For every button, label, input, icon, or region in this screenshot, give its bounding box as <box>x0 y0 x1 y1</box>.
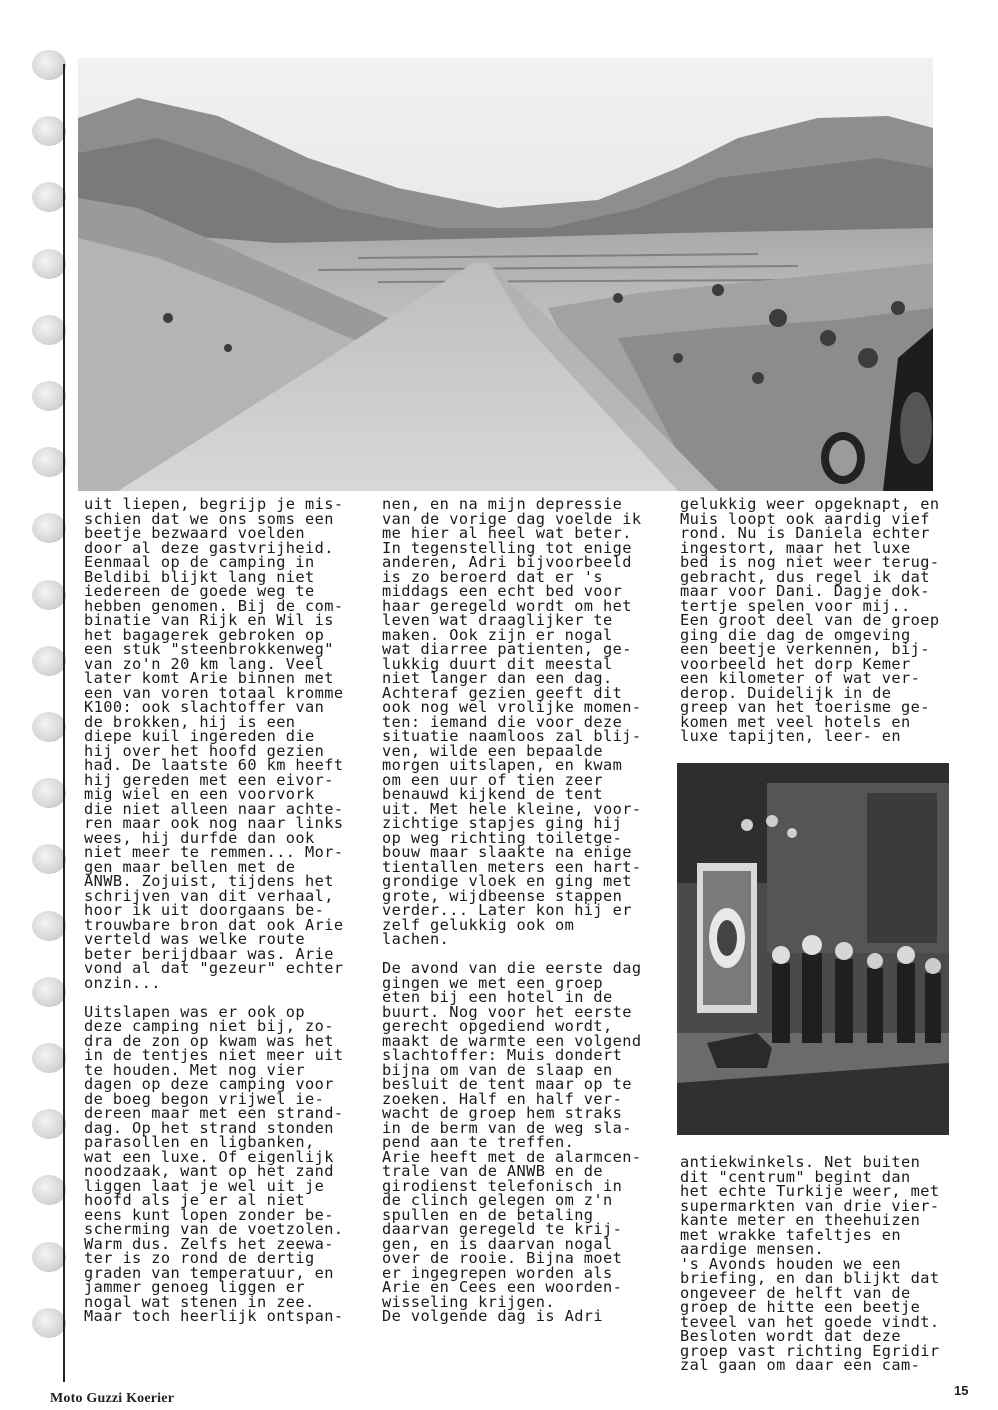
text-line: De volgende dag is Adri <box>382 1307 604 1325</box>
text-line: groep de hitte een beetje <box>680 1298 921 1316</box>
text-line: gingen we met een groep <box>382 973 604 992</box>
page-number: 15 <box>954 1383 969 1398</box>
text-line: dereen maar met een strand- <box>84 1104 344 1122</box>
text-line: zichtige stapjes ging hij <box>382 814 623 832</box>
binder-hole <box>32 1242 66 1272</box>
text-line: beter berijdbaar was. Arie <box>84 944 334 963</box>
text-line: hij gereden met een eivor- <box>84 770 334 789</box>
text-line: verteld was welke route <box>84 930 306 948</box>
text-line: haar geregeld wordt om het <box>382 596 632 615</box>
text-line: nogal wat stenen in zee. <box>84 1292 315 1311</box>
text-line: over de rooie. Bijna moet <box>382 1249 623 1267</box>
text-line: aardige mensen. <box>680 1240 825 1258</box>
text-line: wat een luxe. Of eigenlijk <box>84 1147 334 1166</box>
text-line: situatie naamloos zal blij- <box>382 727 642 745</box>
text-line: maar voor Dani. Dagje dok- <box>680 582 930 600</box>
binder-hole <box>32 447 66 477</box>
text-line: graden van temperatuur, en <box>84 1263 334 1282</box>
text-line: benauwd kijkend de tent <box>382 785 604 803</box>
text-line: hoor ik uit doorgaans be- <box>84 901 325 919</box>
text-line: In tegenstelling tot enige <box>382 538 632 557</box>
text-line: tertje spelen voor mij.. <box>680 596 911 615</box>
text-line: ook nog wel vrolijke momen- <box>382 698 642 716</box>
text-line: teveel van het goede vindt. <box>680 1312 940 1331</box>
text-line: groep vast richting Egridir <box>680 1341 940 1360</box>
text-line: Muis loopt ook aardig vief <box>680 509 930 528</box>
text-line: bouw maar slaakte na enige <box>382 843 632 861</box>
text-line: slachtoffer: Muis dondert <box>382 1046 623 1064</box>
text-line: hoofd als je er al niet <box>84 1191 306 1209</box>
text-line: tientallen meters een hart- <box>382 857 642 876</box>
text-line: voorbeeld het dorp Kemer <box>680 654 911 673</box>
text-line: door al deze gastvrijheid. <box>84 538 334 557</box>
article-column-3-bottom <box>680 1155 950 1373</box>
text-line: dit "centrum" begint dan <box>680 1167 911 1186</box>
text-line: noodzaak, want op het zand <box>84 1162 334 1180</box>
text-line: er ingegrepen worden als <box>382 1263 613 1282</box>
text-line: antiekwinkels. Net buiten <box>680 1153 921 1171</box>
landscape-road-photo <box>78 58 933 491</box>
text-line: mig wiel en een voorvork <box>84 785 315 803</box>
text-line: wacht de groep hem straks <box>382 1104 623 1122</box>
binder-hole <box>32 844 66 874</box>
text-line: wisseling krijgen. <box>382 1292 555 1311</box>
binder-hole <box>32 315 66 345</box>
text-line: wees, hij durfde dan ook <box>84 828 315 847</box>
text-line: schien dat we ons soms een <box>84 509 334 528</box>
text-line: iedereen de goede weg te <box>84 582 315 600</box>
binder-hole <box>32 381 66 411</box>
text-line: morgen uitslapen, en kwam <box>382 756 623 774</box>
binder-hole <box>32 1308 66 1338</box>
text-line: ven, wilde een bepaalde <box>382 741 604 760</box>
text-line: ren maar ook nog naar links <box>84 814 344 832</box>
text-line: me hier al heel wat beter. <box>382 524 632 542</box>
text-line: niet langer dan een dag. <box>382 669 613 687</box>
text-line: maken. Ook zijn er nogal <box>382 625 613 644</box>
text-line: scherming van de voetzolen. <box>84 1220 344 1238</box>
binder-hole <box>32 580 66 610</box>
text-line: ingestort, maar het luxe <box>680 538 911 557</box>
text-line: beetje bezwaard voelden <box>84 524 306 542</box>
text-line: uit. Met hele kleine, voor- <box>382 799 642 818</box>
text-line: besluit de tent maar op te <box>382 1075 632 1093</box>
text-line: Arie heeft met de alarmcen- <box>382 1147 642 1166</box>
text-line: de clinch gelegen om z'n <box>382 1191 613 1209</box>
text-line: die niet alleen naar achte- <box>84 799 344 818</box>
text-line: nen, en na mijn depressie <box>382 495 623 513</box>
text-line: binatie van Rijk en Wil is <box>84 611 334 629</box>
text-line: een stuk "steenbrokkenweg" <box>84 640 334 658</box>
text-line: niet meer te remmen... Mor- <box>84 843 344 861</box>
text-line: buurt. Nog voor het eerste <box>382 1002 632 1021</box>
text-line: liggen laat je wel uit je <box>84 1176 325 1195</box>
binder-hole <box>32 1109 66 1139</box>
text-line: diepe kuil ingereden die <box>84 727 315 745</box>
text-line: dra de zon op kwam was het <box>84 1031 334 1050</box>
text-line: Warm dus. Zelfs het zeewa- <box>84 1234 334 1253</box>
text-line: te houden. Met nog vier <box>84 1060 306 1079</box>
binder-hole <box>32 50 66 80</box>
text-line: anderen, Adri bijvoorbeeld <box>382 553 632 571</box>
article-column-1 <box>84 497 354 1324</box>
text-line: gen maar bellen met de <box>84 857 296 876</box>
text-line: met wrakke tafeltjes en <box>680 1225 902 1244</box>
text-line: bijna om van de slaap en <box>382 1060 613 1079</box>
text-line: leven wat draaglijker te <box>382 611 613 629</box>
text-line: lachen. <box>382 930 450 948</box>
text-line: schrijven van dit verhaal, <box>84 886 334 905</box>
text-line: van de vorige dag voelde ik <box>382 509 642 528</box>
article-column-2 <box>382 497 652 1324</box>
text-line: onzin... <box>84 973 161 992</box>
text-line: een van voren totaal kromme <box>84 683 344 702</box>
text-line: is zo beroerd dat er 's <box>382 567 604 586</box>
text-line: uit liepen, begrijp je mis- <box>84 495 344 513</box>
publication-name: Moto Guzzi Koerier <box>50 1391 175 1406</box>
text-line: vond al dat "gezeur" echter <box>84 959 344 977</box>
text-line: ongeveer de helft van de <box>680 1283 911 1302</box>
text-line: in de berm van de weg sla- <box>382 1118 632 1137</box>
text-line: briefing, en dan blijkt dat <box>680 1269 940 1287</box>
text-line: girodienst telefonisch in <box>382 1176 623 1195</box>
binder-hole <box>32 1043 66 1073</box>
text-line: Beldibi blijkt lang niet <box>84 567 315 586</box>
text-line: trouwbare bron dat ook Arie <box>84 915 344 934</box>
binder-hole <box>32 712 66 742</box>
text-line: parasollen en ligbanken, <box>84 1133 315 1151</box>
text-line: middags een echt bed voor <box>382 582 623 600</box>
text-line: derop. Duidelijk in de <box>680 683 892 702</box>
text-line: spullen en de betaling <box>382 1205 594 1224</box>
text-line: van zo'n 20 km lang. Veel <box>84 654 325 673</box>
text-line: Achteraf gezien geeft dit <box>382 683 623 702</box>
text-line: ter is zo rond de dertig <box>84 1249 315 1267</box>
market-painting-photo <box>677 763 949 1135</box>
text-line: eens kunt lopen zonder be- <box>84 1205 334 1224</box>
text-line: eten bij een hotel in de <box>382 988 613 1006</box>
text-line: zoeken. Half en half ver- <box>382 1089 623 1108</box>
text-line: op weg richting toiletge- <box>382 828 623 847</box>
text-line: Uitslapen was er ook op <box>84 1002 306 1021</box>
text-line: gerecht opgediend wordt, <box>382 1017 613 1035</box>
text-line: Arie en Cees een woorden- <box>382 1278 623 1296</box>
text-line: hij over het hoofd gezien <box>84 741 325 760</box>
text-line: jammer genoeg liggen er <box>84 1278 306 1296</box>
binder-hole <box>32 513 66 543</box>
text-line: Besloten wordt dat deze <box>680 1327 902 1345</box>
text-line: dag. Op het strand stonden <box>84 1118 334 1137</box>
binder-hole <box>32 977 66 1007</box>
text-line: komen met veel hotels en <box>680 712 911 731</box>
text-line: zal gaan om daar een cam- <box>680 1356 921 1374</box>
text-line: trale van de ANWB en de <box>382 1162 604 1180</box>
text-line: 's Avonds houden we een <box>680 1254 902 1273</box>
text-line: ging die dag de omgeving <box>680 625 911 644</box>
text-line: verder... Later kon hij er <box>382 901 632 919</box>
binder-margin-line <box>63 64 65 1382</box>
text-line: het echte Turkije weer, met <box>680 1182 940 1200</box>
text-line: bed is nog niet weer terug- <box>680 553 940 571</box>
text-line: grote, wijdbeense stappen <box>382 886 623 905</box>
text-line: wat diarree patienten, ge- <box>382 640 632 658</box>
article-column-3-top <box>680 497 950 744</box>
text-line: Eenmaal op de camping in <box>84 553 315 571</box>
text-line: Een groot deel van de groep <box>680 611 940 629</box>
text-line: maakt de warmte een volgend <box>382 1031 642 1050</box>
text-line: een beetje verkennen, bij- <box>680 640 930 658</box>
text-line: dagen op deze camping voor <box>84 1075 334 1093</box>
text-line: greep van het toerisme ge- <box>680 698 930 716</box>
text-line: grondige vloek en ging met <box>382 872 632 890</box>
text-line: pend aan te treffen. <box>382 1133 575 1151</box>
binder-hole <box>32 646 66 676</box>
binder-hole <box>32 116 66 146</box>
binder-hole <box>32 249 66 279</box>
text-line: zelf gelukkig ook om <box>382 915 575 934</box>
binder-hole <box>32 778 66 808</box>
text-line: ten: iemand die voor deze <box>382 712 623 731</box>
binder-holes <box>28 50 72 1390</box>
text-line: het bagagerek gebroken op <box>84 625 325 644</box>
text-line: deze camping niet bij, zo- <box>84 1017 334 1035</box>
text-line: de boeg begon vrijwel ie- <box>84 1089 325 1108</box>
text-line: gen, en is daarvan nogal <box>382 1234 613 1253</box>
text-line: supermarkten van drie vier- <box>680 1196 940 1215</box>
text-line: ANWB. Zojuist, tijdens het <box>84 872 334 890</box>
text-line: later komt Arie binnen met <box>84 669 334 687</box>
text-line: kante meter en theehuizen <box>680 1211 921 1229</box>
text-line: rond. Nu is Daniela echter <box>680 524 930 542</box>
text-line: gebracht, dus regel ik dat <box>680 567 930 586</box>
text-line: in de tentjes niet meer uit <box>84 1046 344 1064</box>
text-line: daarvan geregeld te krij- <box>382 1220 623 1238</box>
text-line: lukkig duurt dit meestal <box>382 654 613 673</box>
text-line: K100: ook slachtoffer van <box>84 698 325 716</box>
text-line: gelukkig weer opgeknapt, en <box>680 495 940 513</box>
text-line: De avond van die eerste dag <box>382 959 642 977</box>
text-line: luxe tapijten, leer- en <box>680 727 902 745</box>
binder-hole <box>32 182 66 212</box>
text-line: een kilometer of wat ver- <box>680 669 921 687</box>
text-line: hebben genomen. Bij de com- <box>84 596 344 615</box>
text-line: Maar toch heerlijk ontspan- <box>84 1307 344 1325</box>
text-line: om een uur of tien zeer <box>382 770 604 789</box>
text-line: de brokken, hij is een <box>84 712 296 731</box>
binder-hole <box>32 911 66 941</box>
text-line: had. De laatste 60 km heeft <box>84 756 344 774</box>
binder-hole <box>32 1175 66 1205</box>
